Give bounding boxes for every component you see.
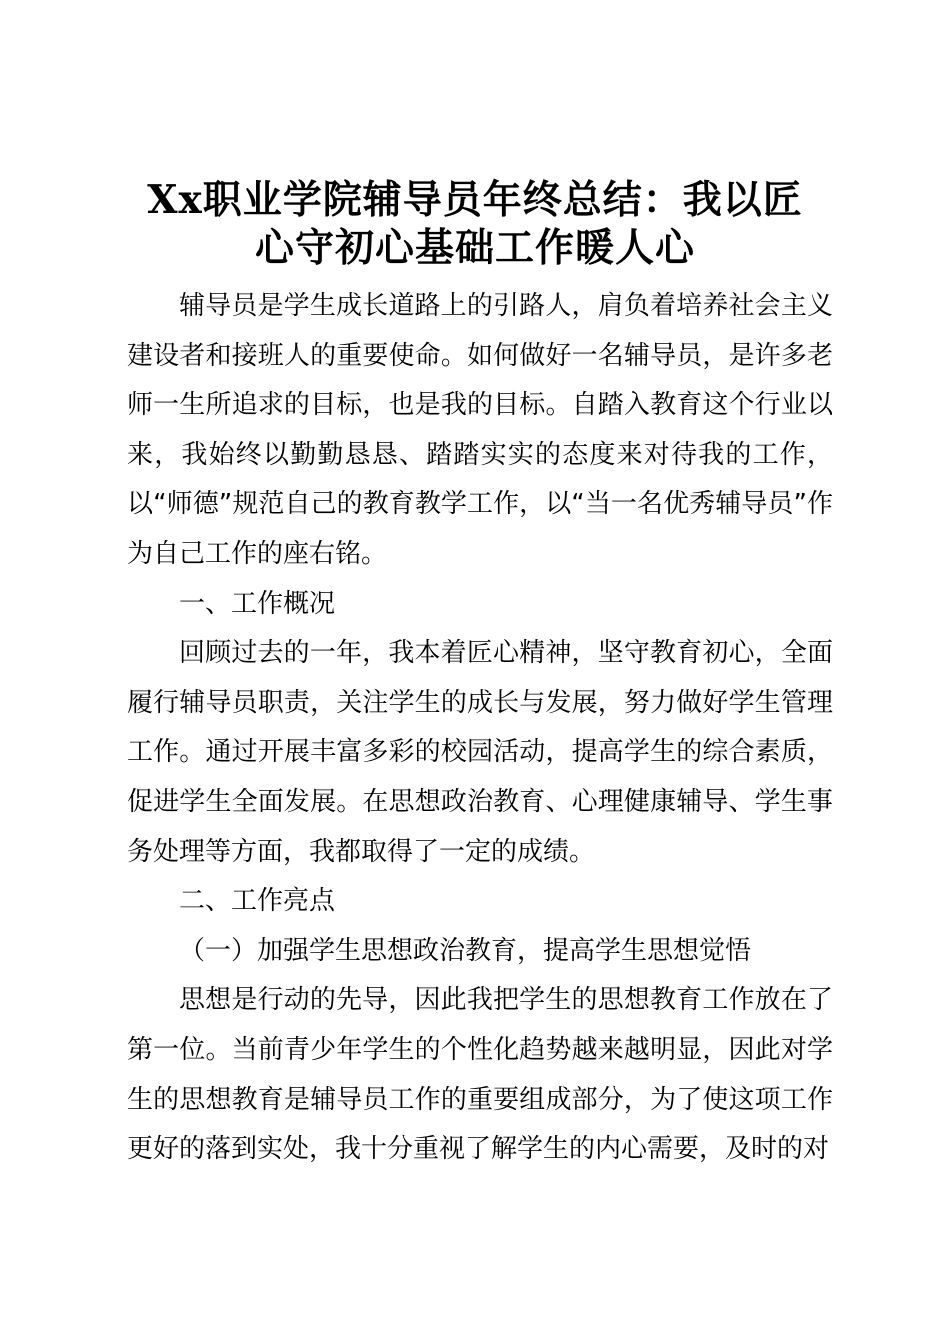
title-line-2: 心守初心基础工作暖人心 xyxy=(254,225,695,271)
title-line-1: Xx职业学院辅导员年终总结：我以匠 xyxy=(147,177,803,223)
paragraph-ideology: 思想是行动的先导，因此我把学生的思想教育工作放在了第一位。当前青少年学生的个性化趋势越来越明显，因此对学生的思想教育是辅导员工作的重要组成部分，为了使这项工作更好的落到实处，我十分重视了解学生的内心需要，及时的对 xyxy=(127,985,833,1165)
document-title xyxy=(80,176,870,272)
section-heading-overview: 一、工作概况 xyxy=(179,588,336,619)
paragraph-intro: 辅导员是学生成长道路上的引路人，肩负着培养社会主义建设者和接班人的重要使命。如何做好一名辅导员，是许多老师一生所追求的目标，也是我的目标。自踏入教育这个行业以来，我始终以勤勤恳恳、踏踏实实的态度来对待我的工作，以“师德”规范自己的教育教学工作，以“当一名优秀辅导员”作为自己工作的座右铭。 xyxy=(127,291,833,569)
paragraph-overview: 回顾过去的一年，我本着匠心精神，坚守教育初心，全面履行辅导员职责，关注学生的成长与发展，努力做好学生管理工作。通过开展丰富多彩的校园活动，提高学生的综合素质，促进学生全面发展。在思想政治教育、心理健康辅导、学生事务处理等方面，我都取得了一定的成绩。 xyxy=(127,638,833,867)
section-heading-highlights: 二、工作亮点 xyxy=(179,886,336,917)
document-body xyxy=(127,282,833,1175)
subsection-heading-ideology: （一）加强学生思想政治教育，提高学生思想觉悟 xyxy=(179,935,752,966)
